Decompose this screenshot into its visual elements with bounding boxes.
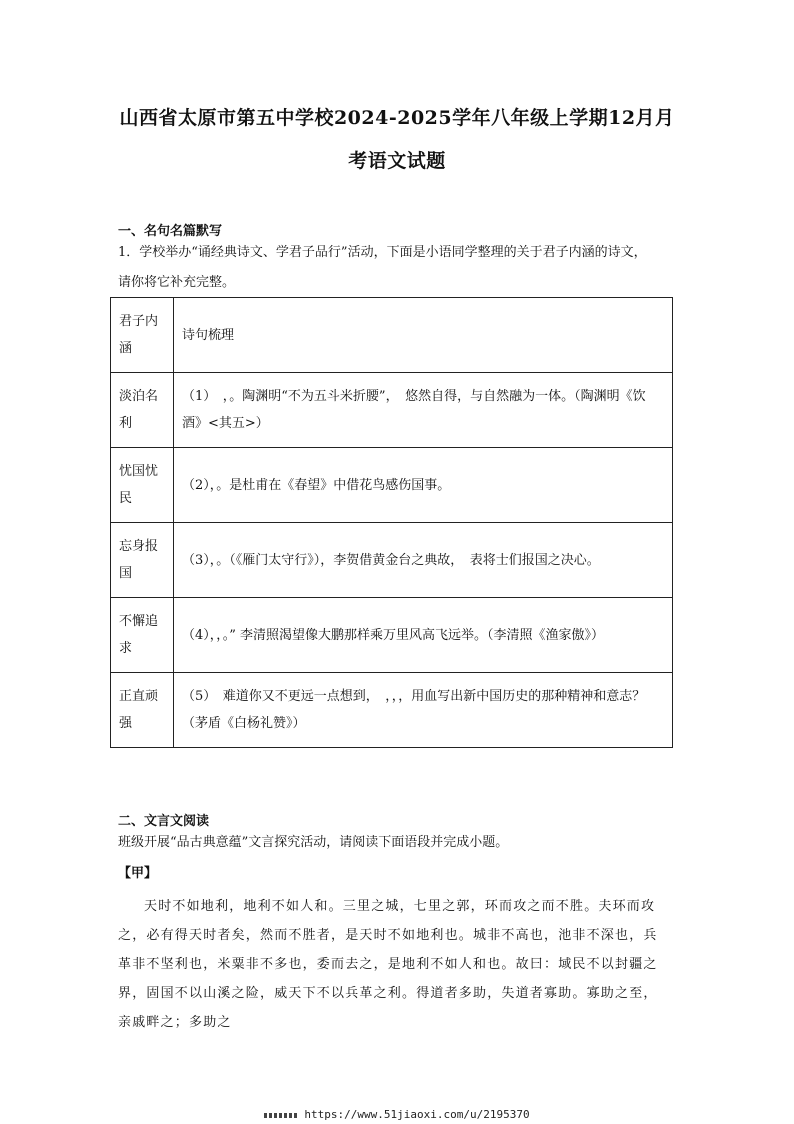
section1-heading: 一、名句名篇默写 xyxy=(118,224,223,239)
table-row xyxy=(111,598,673,673)
page-title-line1: 山西省太原市第五中学校2024-2025学年八年级上学期12月月 xyxy=(119,107,675,129)
table-cell-category: 忘身报国 xyxy=(111,523,174,598)
classical-passage: 天时不如地利，地利不如人和。三里之城，七里之郭，环而攻之而不胜。夫环而攻之，必有得天时者矣，然而不胜者，是天时不如地利也。城非不高也，池非不深也，兵革非不坚利也，米粟非不多也，委而去之，是地利不如人和也。故曰：域民不以封疆之界，固国不以山溪之险，威天下不以兵革之利。得道者多助，失道者寡助。寡助之至，亲戚畔之；多助之 xyxy=(118,899,658,1030)
page-title-line2: 考语文试题 xyxy=(348,150,446,172)
footer-url: https://www.51jiaoxi.com/u/2195370 xyxy=(304,1108,530,1121)
table-header-row xyxy=(111,298,673,373)
table-row xyxy=(111,373,673,448)
watermark-footer xyxy=(0,1108,794,1121)
table-cell-category: 正直顽强 xyxy=(111,673,174,748)
table-cell-category: 不懈追求 xyxy=(111,598,174,673)
table-cell-content: （2），。是杜甫在《春望》中借花鸟感伤国事。 xyxy=(174,448,673,523)
table-cell-content: （4），，。” 李清照渴望像大鹏那样乘万里风高飞远举。（李清照《渔家傲》） xyxy=(174,598,673,673)
table-row xyxy=(111,673,673,748)
table-cell-category: 淡泊名利 xyxy=(111,373,174,448)
table-row xyxy=(111,448,673,523)
table-cell-content: （1） ，。陶渊明“不为五斗米折腰”， 悠然自得，与自然融为一体。（陶渊明《饮酒》<其五>） xyxy=(174,373,673,448)
site-logo-icon xyxy=(264,1113,298,1118)
poem-table xyxy=(110,297,673,748)
table-cell-category: 忧国忧民 xyxy=(111,448,174,523)
section2-heading: 二、文言文阅读 xyxy=(118,814,210,829)
table-cell-content: （3），。（《雁门太守行》），李贺借黄金台之典故， 表将士们报国之决心。 xyxy=(174,523,673,598)
question-line1: 1．学校举办“诵经典诗文、学君子品行”活动，下面是小语同学整理的关于君子内涵的诗文， xyxy=(118,245,647,260)
table-header-col2: 诗句梳理 xyxy=(174,298,673,373)
table-row xyxy=(111,523,673,598)
table-header-col1: 君子内涵 xyxy=(111,298,174,373)
section2-intro: 班级开展“品古典意蕴”文言探究活动，请阅读下面语段并完成小题。 xyxy=(118,835,509,850)
passage-label: 【甲】 xyxy=(118,866,158,881)
question-line2: 请你将它补充完整。 xyxy=(118,275,236,290)
table-cell-content: （5） 难道你又不更远一点想到， ，，，用血写出新中国历史的那种精神和意志？（茅盾《白杨礼赞》） xyxy=(174,673,673,748)
question-text xyxy=(118,238,678,298)
